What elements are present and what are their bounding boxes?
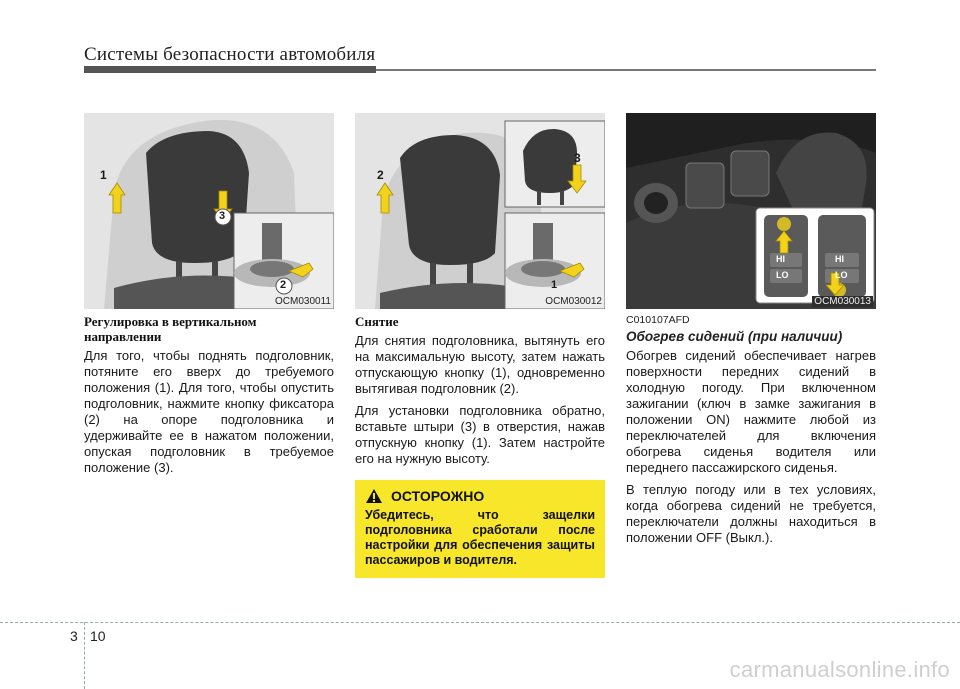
- warning-triangle-icon: [365, 488, 383, 504]
- column-1: [84, 314, 334, 482]
- callout-1: 1: [100, 168, 107, 182]
- column-3: [626, 314, 876, 552]
- headrest-adjust-illustration: [84, 113, 334, 309]
- header-rule-thick: [84, 66, 376, 73]
- subtitle-removal: Снятие: [355, 314, 399, 329]
- headrest-remove-illustration: [355, 113, 605, 309]
- warning-header: [365, 488, 595, 504]
- subtitle-vertical-adjust: [84, 314, 334, 344]
- warning-title: ОСТОРОЖНО: [391, 488, 485, 504]
- subtitle-seat-heater: Обогрев сидений (при наличии): [626, 329, 843, 344]
- body-text: [355, 333, 605, 467]
- page-header-title: Системы безопасности автомобиля: [84, 44, 376, 65]
- warning-box: [355, 480, 605, 578]
- figure-code: OCM030013: [814, 296, 871, 307]
- body-text: [626, 348, 876, 546]
- figure-headrest-remove: [355, 113, 605, 309]
- switch-label-lo: LO: [835, 270, 848, 280]
- warning-text: Убедитесь, что защелки подголовника сработали после настройки для обеспечения защиты пассажиров и водителя.: [365, 508, 595, 567]
- figure-seat-heater: [626, 113, 876, 309]
- body-text: [84, 348, 334, 476]
- switch-label-hi: HI: [776, 254, 785, 264]
- paragraph: В теплую погоду или в тех условиях, когда обогрева сидений не требуется, переключатели должны находиться в положении OFF (Выкл.).: [626, 482, 876, 545]
- figure-code: OCM030011: [275, 296, 331, 307]
- callout-3: 3: [219, 210, 226, 222]
- header-rule-thin: [376, 69, 876, 71]
- page-number: 10: [90, 628, 106, 644]
- callout-3: 3: [574, 151, 581, 165]
- paragraph: Для снятия подголовника, вытянуть его на максимальную высоту, затем нажать отпускающую кнопку (1), одновременно вытягивая подголовник (2).: [355, 333, 605, 396]
- page-section-number: 3: [70, 628, 78, 644]
- column-2: [355, 314, 605, 473]
- section-code: C010107AFD: [626, 314, 690, 326]
- watermark: carmanualsonline.info: [729, 657, 950, 682]
- paragraph: Для установки подголовника обратно, вставьте штыри (3) в отверстия, нажав отпускную кнопку (1). Затем настройте его на нужную высоту.: [355, 403, 605, 466]
- subtitle-line-1: Регулировка в вертикальном: [84, 314, 257, 329]
- callout-1: 1: [551, 279, 558, 291]
- callout-2: 2: [280, 279, 287, 291]
- figure-headrest-adjust: [84, 113, 334, 309]
- paragraph: Для того, чтобы поднять подголовник, потяните его вверх до требуемого положения (1). Для того, чтобы опустить подголовник, нажмите кнопку фиксатора (2) на опоре подголовника и удерживайте ее в нажатом положении, опуская подголовник в требуемое положение (3).: [84, 348, 334, 475]
- paragraph: Обогрев сидений обеспечивает нагрев поверхности передних сидений в холодную погоду. При включенном зажигании (ключ в замке зажигания в положении ON) нажмите любой из переключателей для включения обогрева сиденья водителя или переднего пассажирского сиденья.: [626, 348, 876, 475]
- figure-code: OCM030012: [545, 296, 602, 307]
- footer-divider: [84, 622, 85, 689]
- subtitle-line-2: направлении: [84, 329, 162, 344]
- callout-2: 2: [377, 168, 384, 182]
- switch-label-lo: LO: [776, 270, 789, 280]
- switch-label-hi: HI: [835, 254, 844, 264]
- footer-rule: [0, 622, 960, 623]
